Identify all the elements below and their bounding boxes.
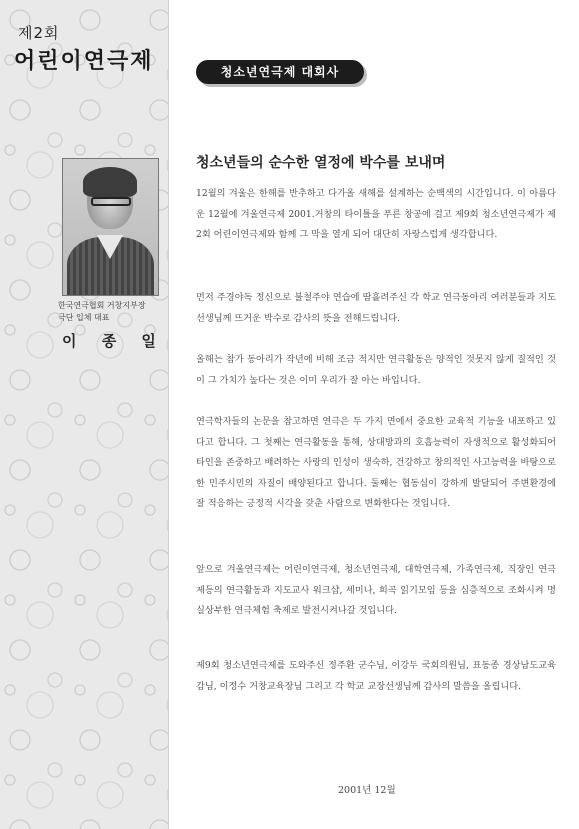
article-headline: 청소년들의 순수한 열정에 박수를 보내며: [196, 155, 446, 171]
paragraph-4: 연극학자들의 논문을 참고하면 연극은 두 가지 면에서 중요한 교육적 기능을 내포하고 있다고 합니다. 그 첫째는 연극활동을 통해, 상대방과의 호흡능력이 자생적으로 활성화되어 타인을 존중하고 배려하는 사랑의 인성이 생숙하, 건강하고 창의적인 사고능력을 바탕으로 한 민주시민의 자질이 배양된다고 합니다. 둘째는 협동심이 강하게 발달되어 주변환경에 잘 적응하는 긍정적 시각을 갖춘 사람으로 변화한다는 것입니다.: [196, 416, 556, 509]
edition-label: 제2회: [18, 24, 60, 42]
paragraph-5: 앞으로 겨울연극제는 어린이연극제, 청소년연극제, 대학연극제, 가족연극제, 직장인 연극제등의 연극활동과 지도교사 워크샵, 세미나, 희곡 읽기모임 등을 심층적으로 조화시켜 명실상부한 연극체험 축제로 발전시켜나갈 것입니다.: [196, 564, 556, 616]
author-name: 이 종 일: [62, 332, 166, 350]
document-date: 2001년 12월: [338, 785, 396, 796]
photo-glasses: [91, 197, 131, 206]
section-label-badge: 청소년연극제 대회사: [196, 60, 364, 84]
author-affiliation: [58, 300, 146, 324]
affiliation-line-2: 극단 입체 대표: [58, 313, 110, 322]
author-photo: [62, 158, 159, 296]
decorative-sidebar: [0, 0, 169, 829]
affiliation-line-1: 한국연극협회 거창지부장: [58, 301, 146, 310]
paragraph-6: 제9회 청소년연극제를 도와주신 정주환 군수님, 이강두 국회의원님, 표동종 경상남도교육감님, 이정수 거창교육장님 그리고 각 학교 교장선생님께 감사의 말씀을 올립니다.: [196, 660, 556, 692]
photo-hair: [83, 167, 137, 197]
festival-title: 어린이연극제: [14, 49, 154, 74]
paragraph-3: 올해는 참가 동아리가 작년에 비해 조금 적지만 연극활동은 양적인 것못지 않게 질적인 것이 그 가치가 높다는 것은 이미 우리가 잘 아는 바입니다.: [196, 354, 556, 386]
paragraph-1: 12월의 겨울은 한해를 반추하고 다가올 새해를 설계하는 순백색의 시간입니다. 이 아름다운 12월에 겨울연극제 2001.거창의 타이틀을 푸른 창공에 걸고 제9회 청소년연극제가 제2회 어린이연극제와 함께 그 막을 열게 되어 대단히 자랑스럽게 생각합니다.: [196, 188, 556, 240]
paragraph-2: 먼저 주경야독 정신으로 불철주야 연습에 땀흘려주신 각 학교 연극동아리 여러분들과 지도선생님께 뜨거운 박수로 감사의 뜻을 전해드립니다.: [196, 292, 556, 324]
